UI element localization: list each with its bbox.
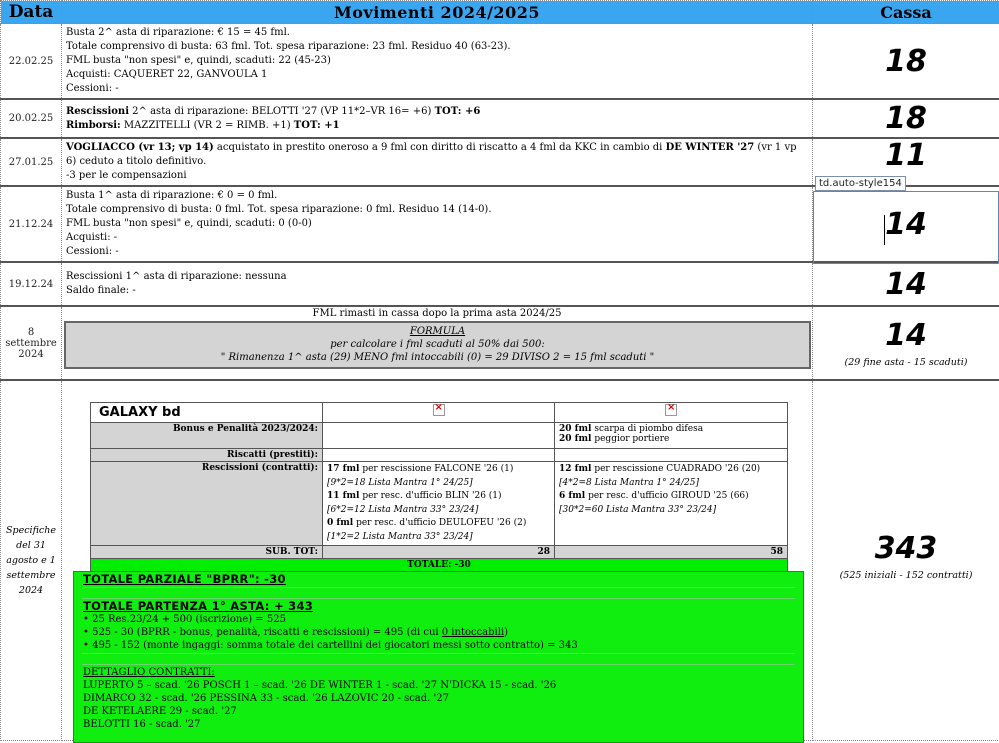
text-cursor (884, 215, 885, 245)
row-date: 27.01.25 (1, 138, 62, 186)
total-row (91, 559, 788, 572)
row-date (1, 306, 62, 380)
resc-text: per resc. d'ufficio DEULOFEU '26 (2) (353, 518, 526, 528)
row-description (62, 24, 813, 100)
bonus-amount: 20 fml (559, 434, 591, 444)
row-cash: 11 (813, 138, 999, 186)
row-date: 22.02.25 (1, 24, 62, 100)
galaxy-title-row (91, 403, 788, 423)
bonus-item (559, 424, 783, 434)
detail-line: DE KETELAERE 29 - scad. '27 (74, 705, 803, 718)
resc-item (559, 463, 783, 477)
desc-line: Acquisti: - (66, 231, 808, 245)
subtotal-row (91, 546, 788, 559)
desc-line: Saldo finale: - (66, 284, 808, 298)
bonus-item (559, 434, 783, 444)
resc-amount: 6 fml (559, 491, 585, 501)
total-value: TOTALE: -30 (91, 559, 788, 572)
riscatti-left (323, 449, 555, 462)
desc-total: TOT: +6 (435, 106, 481, 117)
cash-value: 14 (813, 318, 999, 353)
header-cash: Cassa (813, 1, 999, 24)
bonus-amount: 20 fml (559, 424, 591, 434)
subtotal-label: SUB. TOT: (91, 546, 323, 559)
desc-line: Cessioni: - (66, 245, 808, 259)
resc-text: per resc. d'ufficio GIROUD '25 (66) (585, 491, 748, 501)
desc-bold: DE WINTER '27 (666, 142, 755, 153)
resc-note: [4*2=8 Lista Mantra 1° 24/25] (559, 477, 783, 491)
resc-note: [30*2=60 Lista Mantra 33° 23/24] (559, 504, 783, 518)
detail-line: LUPERTO 5 – scad. '26 POSCH 1 – scad. '26 DE WINTER 1 - scad. '27 N'DICKA 15 - scad. '26 (74, 679, 803, 692)
detail-title: DETTAGLIO CONTRATTI: (74, 666, 803, 679)
divider (82, 587, 795, 599)
resc-text: per resc. d'ufficio BLIN '26 (1) (359, 491, 501, 501)
desc-text: 2^ asta di riparazione: BELOTTI '27 (VP 11*2–VR 16= +6) (129, 106, 435, 117)
resc-item (559, 490, 783, 504)
rescissioni-left (323, 462, 555, 546)
riscatti-row (91, 449, 788, 462)
formula-line: per calcolare i fml scaduti al 50% dai 500: (66, 338, 809, 351)
cash-value: 343 (813, 531, 999, 566)
table-row[interactable] (1, 24, 999, 100)
detail-line: DIMARCO 32 - scad. '26 PESSINA 33 - scad. '26 LAZOVIC 20 - scad. '27 (74, 692, 803, 705)
cash-note: (29 fine asta - 15 scaduti) (813, 357, 999, 368)
image-cell (555, 403, 788, 423)
desc-line: Cessioni: - (66, 82, 808, 96)
desc-line: FML busta "non spesi" e, quindi, scaduti: 0 (0-0) (66, 217, 808, 231)
desc-text: acquistato in prestito oneroso a 9 fml con diritto di riscatto a 4 fml da KKC in cambio di (214, 142, 666, 153)
subtotal-right: 58 (555, 546, 788, 559)
start-total: TOTALE PARTENZA 1° ASTA: + 343 (74, 600, 803, 613)
bonus-label: Bonus e Penalità 2023/2024: (91, 423, 323, 449)
row-cash (813, 380, 999, 740)
row-cash[interactable]: 14 (813, 186, 999, 262)
desc-line: Totale comprensivo di busta: 63 fml. Tot. spesa riparazione: 23 fml. Residuo 40 (63-23). (66, 40, 808, 54)
desc-line (66, 105, 808, 119)
row-date: 19.12.24 (1, 262, 62, 306)
table-row[interactable] (1, 186, 999, 262)
resc-amount: 11 fml (327, 491, 359, 501)
table-row[interactable] (1, 262, 999, 306)
desc-bold: Rescissioni (66, 106, 129, 117)
partial-total: TOTALE PARZIALE "BPRR": -30 (74, 573, 803, 586)
team-name: GALAXY bd (91, 403, 323, 423)
cash-note: (525 iniziali - 152 contratti) (813, 570, 999, 581)
broken-image-icon (665, 404, 677, 416)
bonus-left (323, 423, 555, 449)
header-date: Data (1, 1, 62, 24)
formula-box (64, 321, 811, 369)
date-line: agosto e 1 (1, 553, 61, 568)
riscatti-label: Riscatti (prestiti): (91, 449, 323, 462)
desc-line: Busta 1^ asta di riparazione: € 0 = 0 fml. (66, 189, 808, 203)
rescissioni-row (91, 462, 788, 546)
row-date: 21.12.24 (1, 186, 62, 262)
formula-title: FORMULA (66, 325, 809, 338)
desc-bold: VOGLIACCO (vr 13; vp 14) (66, 142, 214, 153)
row-cash (813, 306, 999, 380)
inspector-tooltip: td.auto-style154 (815, 176, 906, 191)
date-line: settembre (1, 338, 61, 349)
resc-item (327, 463, 550, 477)
bonus-text: scarpa di piombo difesa (591, 424, 703, 434)
resc-text: per rescissione CUADRADO '26 (20) (591, 464, 760, 474)
bonus-row (91, 423, 788, 449)
desc-text: MAZZITELLI (VR 2 = RIMB. +1) (121, 120, 294, 131)
bonus-text: peggior portiere (591, 434, 669, 444)
resc-note: [6*2=12 Lista Mantra 33° 23/24] (327, 504, 550, 518)
row-cash: 18 (813, 24, 999, 100)
resc-amount: 0 fml (327, 518, 353, 528)
galaxy-table (90, 402, 788, 572)
resc-item (327, 517, 550, 531)
desc-line: Totale comprensivo di busta: 0 fml. Tot. spesa riparazione: 0 fml. Residuo 14 (14-0). (66, 203, 808, 217)
detail-line: BELOTTI 16 - scad. '27 (74, 718, 803, 731)
calc-underlined: 0 intoccabili (442, 627, 504, 638)
date-line: del 31 (1, 538, 61, 553)
calc-text: ) (504, 627, 508, 638)
broken-image-icon (433, 404, 445, 416)
calc-line: • 25 Res.23/24 + 500 (iscrizione) = 525 (74, 613, 803, 626)
summary-panel (73, 571, 804, 743)
row-description (62, 186, 813, 262)
calc-line (74, 626, 803, 639)
image-cell (323, 403, 555, 423)
desc-line (66, 141, 808, 169)
formula-line: " Rimanenza 1^ asta (29) MENO fml intoccabili (0) = 29 DIVISO 2 = 15 fml scaduti " (66, 351, 809, 364)
table-row[interactable] (1, 306, 999, 380)
subtotal-left: 28 (323, 546, 555, 559)
desc-line: FML busta "non spesi" e, quindi, scaduti: 22 (45-23) (66, 54, 808, 68)
header-row (1, 1, 999, 24)
desc-total: TOT: +1 (294, 120, 340, 131)
desc-line: Busta 2^ asta di riparazione: € 15 = 45 fml. (66, 26, 808, 40)
calc-text: • 525 - 30 (BPRR - bonus, penalità, riscatti e rescissioni) = 495 (di cui (83, 627, 442, 638)
date-line: 2024 (1, 583, 61, 598)
row-cash: 14 (813, 262, 999, 306)
resc-amount: 12 fml (559, 464, 591, 474)
row-date: 20.02.25 (1, 99, 62, 138)
resc-amount: 17 fml (327, 464, 359, 474)
resc-note: [1*2=2 Lista Mantra 33° 23/24] (327, 531, 550, 545)
rescissioni-label: Rescissioni (contratti): (91, 462, 323, 546)
calc-line: • 495 - 152 (monte ingaggi: somma totale dei cartellini dei giocatori messi sotto contratto) = 343 (74, 639, 803, 652)
fml-title: FML rimasti in cassa dopo la prima asta 2024/25 (62, 307, 812, 319)
row-cash: 18 (813, 99, 999, 138)
desc-line: Rescissioni 1^ asta di riparazione: nessuna (66, 270, 808, 284)
header-movements: Movimenti 2024/2025 (62, 1, 813, 24)
date-line: Specifiche (1, 523, 61, 538)
desc-text: (vr 1 vp 6) ceduto a titolo definitivo. (66, 142, 797, 167)
bonus-right (555, 423, 788, 449)
row-description (62, 306, 813, 380)
riscatti-right (555, 449, 788, 462)
row-date (1, 380, 62, 740)
row-description (62, 262, 813, 306)
desc-line: -3 per le compensazioni (66, 169, 808, 183)
row-description (62, 138, 813, 186)
desc-line: Acquisti: CAQUERET 22, GANVOULA 1 (66, 68, 808, 82)
row-description (62, 99, 813, 138)
desc-bold: Rimborsi: (66, 120, 121, 131)
date-line: settembre (1, 568, 61, 583)
desc-line (66, 119, 808, 133)
date-line: 8 (1, 327, 61, 338)
divider (82, 653, 795, 665)
rescissioni-right (555, 462, 788, 546)
date-line: 2024 (1, 349, 61, 360)
table-row[interactable] (1, 99, 999, 138)
resc-note: [9*2=18 Lista Mantra 1° 24/25] (327, 477, 550, 491)
resc-item (327, 490, 550, 504)
resc-text: per rescissione FALCONE '26 (1) (359, 464, 513, 474)
